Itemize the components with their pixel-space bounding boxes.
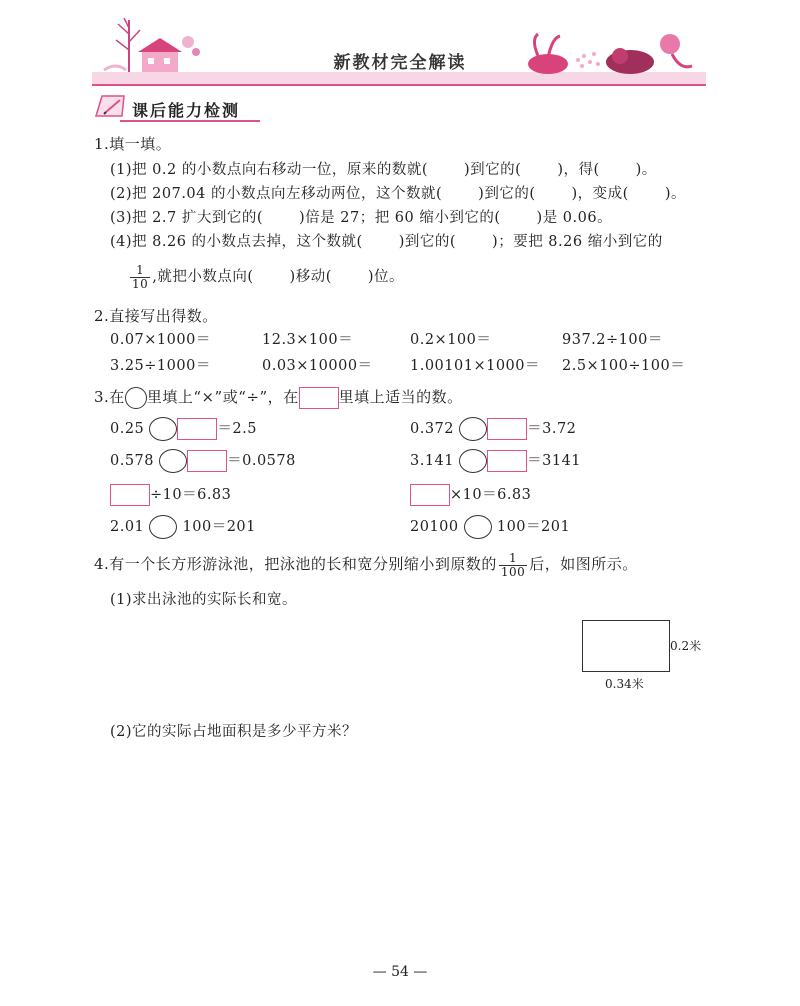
number-box[interactable] xyxy=(487,450,527,472)
text-seg: 0.372 xyxy=(410,421,455,437)
text-seg: ÷10＝6.83 xyxy=(150,487,232,503)
number-box[interactable] xyxy=(487,418,527,440)
operator-circle[interactable] xyxy=(149,515,177,539)
q2-cell: 0.03×10000＝ xyxy=(262,358,373,374)
operator-circle[interactable] xyxy=(459,417,487,441)
text-seg: )到它的( xyxy=(398,234,457,250)
q2-cell: 1.00101×1000＝ xyxy=(410,358,541,374)
q3-item-g xyxy=(110,514,256,540)
operator-circle[interactable] xyxy=(159,449,187,473)
text-seg: 里填上“×”或“÷”，在 xyxy=(146,388,299,406)
text-seg: )位。 xyxy=(367,269,405,285)
q2-heading: 2.直接写出得数。 xyxy=(94,307,218,325)
q3-item-a xyxy=(110,416,257,442)
q3-item-h xyxy=(410,514,570,540)
q2-cell: 937.2÷100＝ xyxy=(562,332,663,348)
fraction-num: 1 xyxy=(130,264,150,278)
q4-sub1: (1)求出泳池的实际长和宽。 xyxy=(110,592,298,608)
pool-height-label: 0.2米 xyxy=(670,639,702,653)
operator-circle[interactable] xyxy=(149,417,177,441)
text-seg: ,就把小数点向( xyxy=(152,269,254,285)
square-symbol xyxy=(299,387,339,409)
text-seg: )，得( xyxy=(557,162,600,178)
text-seg: )移动( xyxy=(289,269,332,285)
q4-heading xyxy=(94,548,638,580)
text-seg: 3.141 xyxy=(410,453,455,469)
q2-cell: 2.5×100÷100＝ xyxy=(562,358,686,374)
page-number: — 54 — xyxy=(372,964,428,980)
text-seg: 后，如图所示。 xyxy=(529,555,638,573)
text-seg: )。 xyxy=(664,186,686,202)
number-box[interactable] xyxy=(410,484,450,506)
text-seg: )，变成( xyxy=(571,186,629,202)
text-seg: )；要把 8.26 缩小到它的 xyxy=(492,234,663,250)
text-seg: 20100 xyxy=(410,519,459,535)
q3-item-f xyxy=(410,482,531,508)
q3-item-c xyxy=(110,448,296,474)
q3-item-d xyxy=(410,448,581,474)
fraction-den: 100 xyxy=(500,564,526,579)
q3-item-b xyxy=(410,416,576,442)
q2-cell: 0.2×100＝ xyxy=(410,332,492,348)
q1-line-4 xyxy=(110,232,663,252)
q2-cell: 3.25÷1000＝ xyxy=(110,358,211,374)
operator-circle[interactable] xyxy=(464,515,492,539)
text-seg: )到它的( xyxy=(463,162,522,178)
text-seg: (2)把 207.04 的小数点向左移动两位，这个数就( xyxy=(110,186,443,202)
text-seg: 4.有一个长方形游泳池，把泳池的长和宽分别缩小到原数的 xyxy=(94,555,497,573)
q1-line-1 xyxy=(110,160,657,180)
pool-diagram xyxy=(582,620,670,672)
number-box[interactable] xyxy=(177,418,217,440)
section-title: 课后能力检测 xyxy=(132,101,241,120)
text-seg: )倍是 27；把 60 缩小到它的( xyxy=(298,210,501,226)
text-seg: (3)把 2.7 扩大到它的( xyxy=(110,210,263,226)
text-seg: 100＝201 xyxy=(496,519,571,535)
header-title: 新教材完全解读 xyxy=(333,53,467,73)
header-band-line xyxy=(92,84,706,86)
circle-symbol xyxy=(125,387,147,409)
q4-sub2: (2)它的实际占地面积是多少平方米？ xyxy=(110,724,358,740)
fraction xyxy=(130,264,150,291)
text-seg: 3.在 xyxy=(94,388,125,406)
section-underline xyxy=(120,120,260,122)
text-seg: 100＝201 xyxy=(182,519,256,535)
text-seg: ＝3.72 xyxy=(527,421,577,437)
fraction xyxy=(499,552,527,579)
plants-illustration xyxy=(520,30,705,76)
q1-heading: 1.填一填。 xyxy=(94,135,172,153)
q3-item-e xyxy=(110,482,231,508)
pencil-icon xyxy=(94,92,130,120)
text-seg: (1)把 0.2 的小数点向右移动一位，原来的数就( xyxy=(110,162,428,178)
q2-cell: 0.07×1000＝ xyxy=(110,332,211,348)
pool-width-label: 0.34米 xyxy=(605,677,644,691)
text-seg: )到它的( xyxy=(478,186,536,202)
text-seg: 2.01 xyxy=(110,519,145,535)
number-box[interactable] xyxy=(187,450,227,472)
text-seg: (4)把 8.26 的小数点去掉，这个数就( xyxy=(110,234,363,250)
text-seg: ＝0.0578 xyxy=(227,453,296,469)
q1-line-2 xyxy=(110,184,686,204)
text-seg: ＝3141 xyxy=(527,453,582,469)
text-seg: 里填上适当的数。 xyxy=(338,388,463,406)
text-seg: 0.25 xyxy=(110,421,145,437)
text-seg: )是 0.06。 xyxy=(536,210,613,226)
q1-line-5 xyxy=(128,262,404,292)
fraction-den: 10 xyxy=(132,276,149,291)
number-box[interactable] xyxy=(110,484,150,506)
fraction-num: 1 xyxy=(499,552,527,566)
text-seg: 0.578 xyxy=(110,453,155,469)
text-seg: ＝2.5 xyxy=(217,421,257,437)
text-seg: ×10＝6.83 xyxy=(450,487,532,503)
q1-line-3 xyxy=(110,208,612,228)
operator-circle[interactable] xyxy=(459,449,487,473)
q2-cell: 12.3×100＝ xyxy=(262,332,354,348)
text-seg: )。 xyxy=(635,162,657,178)
q3-heading xyxy=(94,384,463,410)
